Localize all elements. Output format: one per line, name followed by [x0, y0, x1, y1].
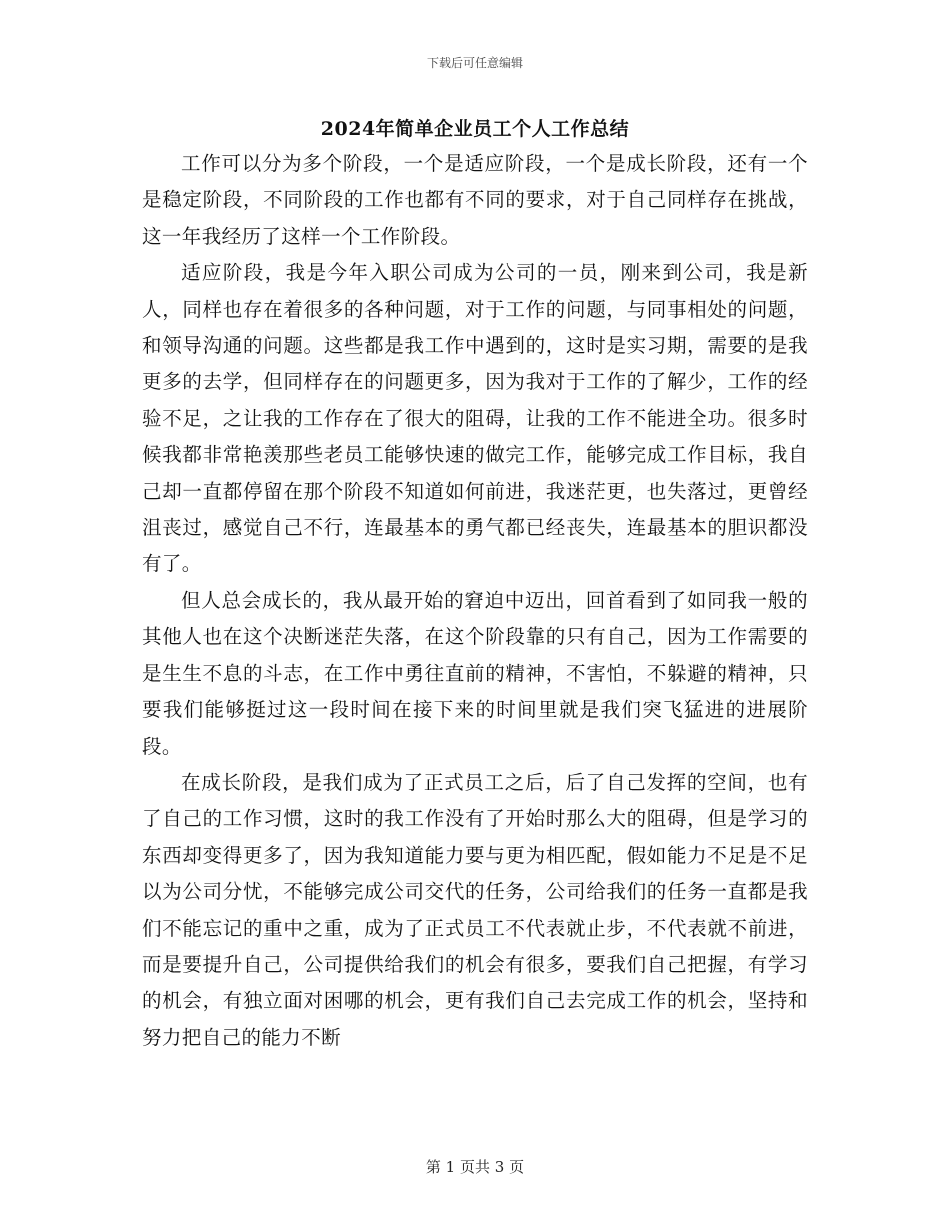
paragraph-3: 但人总会成长的，我从最开始的窘迫中迈出，回首看到了如同我一般的其他人也在这个决断迷茫失落，在这个阶段靠的只有自己，因为工作需要的是生生不息的斗志，在工作中勇往直前的精神，不害怕，不躲避的精神，只要我们能够挺过这一段时间在接下来的时间里就是我们突飞猛进的进展阶段。 [142, 588, 808, 758]
paragraph-1: 工作可以分为多个阶段，一个是适应阶段，一个是成长阶段，还有一个是稳定阶段，不同阶段的工作也都有不同的要求，对于自己同样存在挑战，这一年我经历了这样一个工作阶段。 [142, 152, 808, 248]
paragraph-4: 在成长阶段，是我们成为了正式员工之后，后了自己发挥的空间，也有了自己的工作习惯，这时的我工作没有了开始时那么大的阻碍，但是学习的东西却变得更多了，因为我知道能力要与更为相匹配，假如能力不足是不足以为公司分忧，不能够完成公司交代的任务，公司给我们的任务一直都是我们不能忘记的重中之重，成为了正式员工不代表就止步，不代表就不前进，而是要提升自己，公司提供给我们的机会有很多，要我们自己把握，有学习的机会，有独立面对困哪的机会，更有我们自己去完成工作的机会，坚持和努力把自己的能力不断 [142, 770, 808, 1049]
paragraph-2: 适应阶段，我是今年入职公司成为公司的一员，刚来到公司，我是新人，同样也存在着很多的各种问题，对于工作的问题，与同事相处的问题，和领导沟通的问题。这些都是我工作中遇到的，这时是实习期，需要的是我更多的去学，但同样存在的问题更多，因为我对于工作的了解少，工作的经验不足，之让我的工作存在了很大的阻碍，让我的工作不能进全功。很多时候我都非常艳羡那些老员工能够快速的做完工作，能够完成工作目标，我自己却一直都停留在那个阶段不知道如何前进，我迷茫更，也失落过，更曾经沮丧过，感觉自己不行，连最基本的勇气都已经丧失，连最基本的胆识都没有了。 [142, 261, 808, 576]
page-number: 第 1 页共 3 页 [425, 1158, 525, 1176]
document-title: 2024年简单企业员工个人工作总结 [320, 118, 630, 140]
document-body [142, 146, 808, 1056]
header-note: 下载后可任意编辑 [426, 56, 523, 70]
